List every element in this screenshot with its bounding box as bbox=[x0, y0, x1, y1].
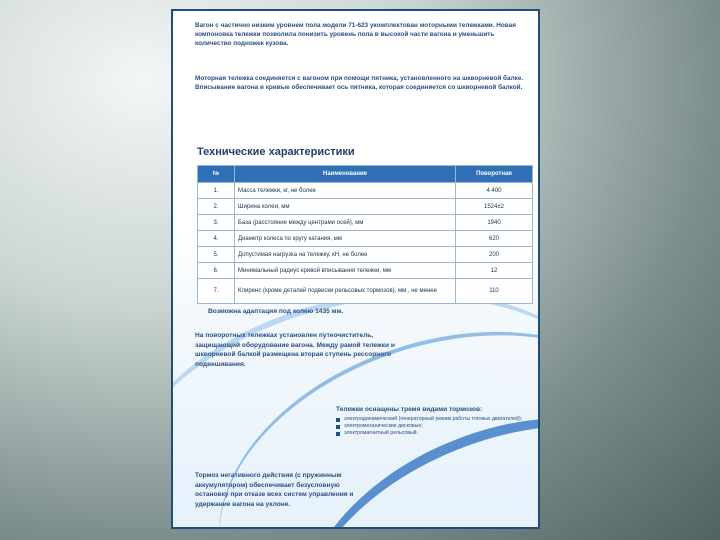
row-value: 200 bbox=[456, 247, 533, 263]
row-value: 110 bbox=[456, 279, 533, 304]
table-row bbox=[198, 247, 533, 263]
document-frame bbox=[171, 9, 540, 529]
row-name: Ширина колеи, мм bbox=[235, 199, 456, 215]
table-row bbox=[198, 215, 533, 231]
row-name: Диаметр колеса по кругу катания, мм bbox=[235, 231, 456, 247]
table-row bbox=[198, 279, 533, 304]
table-row bbox=[198, 231, 533, 247]
list-item: электромагнитный рельсовый. bbox=[336, 430, 536, 437]
document-page bbox=[173, 11, 538, 527]
parking-brake-paragraph: Тормоз негативного действия (с пружинным аккумулятором) обеспечивает безусловную остановку при отказе всех систем управления и удержание вагона на уклоне. bbox=[195, 472, 354, 508]
table-row bbox=[198, 263, 533, 279]
header-name: Наименование bbox=[235, 166, 456, 183]
header-number: № bbox=[198, 166, 235, 183]
row-value: 4 400 bbox=[456, 183, 533, 199]
row-number: 1. bbox=[198, 183, 235, 199]
row-name: Клиренс (кроме деталей подвески рельсовых тормозов), мм , не менее bbox=[235, 279, 456, 304]
row-name: База (расстояние между центрами осей), мм bbox=[235, 215, 456, 231]
row-value: 1524±2 bbox=[456, 199, 533, 215]
row-number: 7. bbox=[198, 279, 235, 304]
row-name: Допустимая нагрузка на тележку, кН, не более bbox=[235, 247, 456, 263]
row-name: Минимальный радиус кривой вписывания тележки, мм bbox=[235, 263, 456, 279]
row-value: 12 bbox=[456, 263, 533, 279]
row-value: 620 bbox=[456, 231, 533, 247]
list-item: электромеханические дисковые; bbox=[336, 423, 536, 430]
row-number: 4. bbox=[198, 231, 235, 247]
row-name: Масса тележки, кг, не более bbox=[235, 183, 456, 199]
list-item: электродинамический (генераторный режим работы тяговых двигателей); bbox=[336, 416, 536, 423]
row-value: 1940 bbox=[456, 215, 533, 231]
row-number: 3. bbox=[198, 215, 235, 231]
specs-header-row bbox=[198, 166, 533, 183]
specs-title: Технические характеристики bbox=[197, 146, 355, 158]
brakes-list bbox=[336, 416, 536, 437]
adaptation-note: Возможна адаптация под колею 1435 мм. bbox=[208, 308, 344, 315]
table-row bbox=[198, 183, 533, 199]
brakes-title: Тележки оснащены тремя видами тормозов: bbox=[336, 406, 483, 413]
row-number: 6. bbox=[198, 263, 235, 279]
row-number: 5. bbox=[198, 247, 235, 263]
cleaner-paragraph: На поворотных тележках установлен путеочиститель, защищающий оборудование вагона. Между рамой тележки и шкворневой балкой размещена вторая ступень рессорного подвешивания. bbox=[195, 332, 395, 368]
header-value: Поворотная bbox=[456, 166, 533, 183]
intro-paragraph-2: Моторная тележка соединяется с вагоном при помощи пятника, установленного на шкворневой балке. Вписывание вагона в кривые обеспечивает ось пятника, которая соединяется со шкворневой балкой. bbox=[195, 75, 524, 92]
table-row bbox=[198, 199, 533, 215]
brakes-block bbox=[336, 406, 536, 437]
intro-paragraph-1: Вагон с частично низким уровнем пола модели 71-623 укомплектован моторными тележками. Новая компоновка тележки позволила понизить уровень пола в высокой части вагона и уменьшить количество подножек кузова. bbox=[195, 22, 516, 48]
specs-table bbox=[197, 165, 533, 304]
row-number: 2. bbox=[198, 199, 235, 215]
